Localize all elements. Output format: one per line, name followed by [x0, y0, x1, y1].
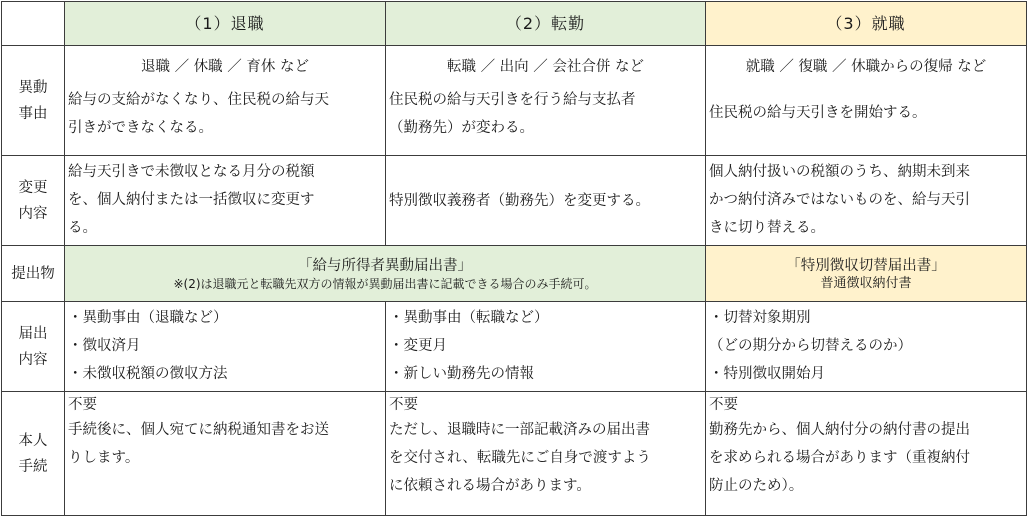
- change-transfer: 特別徴収義務者（勤務先）を変更する。: [386, 156, 706, 246]
- row-label-self-procedure: 本人 手続: [2, 392, 65, 516]
- header-transfer: （2）転勤: [386, 2, 706, 46]
- row-label-change: 変更 内容: [2, 156, 65, 246]
- content-retirement: ・異動事由（退職など） ・徴収済月 ・未徴収税額の徴収方法: [65, 302, 386, 392]
- row-submit: [2, 246, 1027, 302]
- header-row: [2, 2, 1027, 46]
- content-transfer: ・異動事由（転職など） ・変更月 ・新しい勤務先の情報: [386, 302, 706, 392]
- submit-change-notice: 「給与所得者異動届出書」 ※(2)は退職元と転職先双方の情報が異動届出書に記載できる場合のみ手続可。: [65, 246, 706, 302]
- self-retirement: 不要 手続後に、個人宛てに納税通知書をお送 りします。: [65, 392, 386, 516]
- self-transfer: 不要 ただし、退職時に一部記載済みの届出書 を交付され、転職先にご自身で渡すよう に依頼される場合があります。: [386, 392, 706, 516]
- header-retirement: （1）退職: [65, 2, 386, 46]
- row-reason: [2, 46, 1027, 156]
- row-label-submit: 提出物: [2, 246, 65, 302]
- row-change: [2, 156, 1027, 246]
- submit-switch-notice: 「特別徴収切替届出書」 普通徴収納付書: [706, 246, 1027, 302]
- reason-retirement: 退職 ／ 休職 ／ 育休 など 給与の支給がなくなり、住民税の給与天 引きができなくなる。: [65, 46, 386, 156]
- reason-transfer: 転職 ／ 出向 ／ 会社合併 など 住民税の給与天引きを行う給与支払者 （勤務先）が変わる。: [386, 46, 706, 156]
- header-corner: [2, 2, 65, 46]
- row-content: [2, 302, 1027, 392]
- self-employment: 不要 勤務先から、個人納付分の納付書の提出 を求められる場合があります（重複納付 防止のため）。: [706, 392, 1027, 516]
- header-employment: （3）就職: [706, 2, 1027, 46]
- content-employment: ・切替対象期別 （どの期分から切替えるのか） ・特別徴収開始月: [706, 302, 1027, 392]
- row-self-procedure: [2, 392, 1027, 516]
- change-retirement: 給与天引きで未徴収となる月分の税額 を、個人納付または一括徴収に変更す る。: [65, 156, 386, 246]
- row-label-content: 届出 内容: [2, 302, 65, 392]
- procedure-table: [1, 1, 1027, 516]
- row-label-reason: 異動 事由: [2, 46, 65, 156]
- reason-employment: 就職 ／ 復職 ／ 休職からの復帰 など 住民税の給与天引きを開始する。: [706, 46, 1027, 156]
- change-employment: 個人納付扱いの税額のうち、納期未到来 かつ納付済みではないものを、給与天引 きに切り替える。: [706, 156, 1027, 246]
